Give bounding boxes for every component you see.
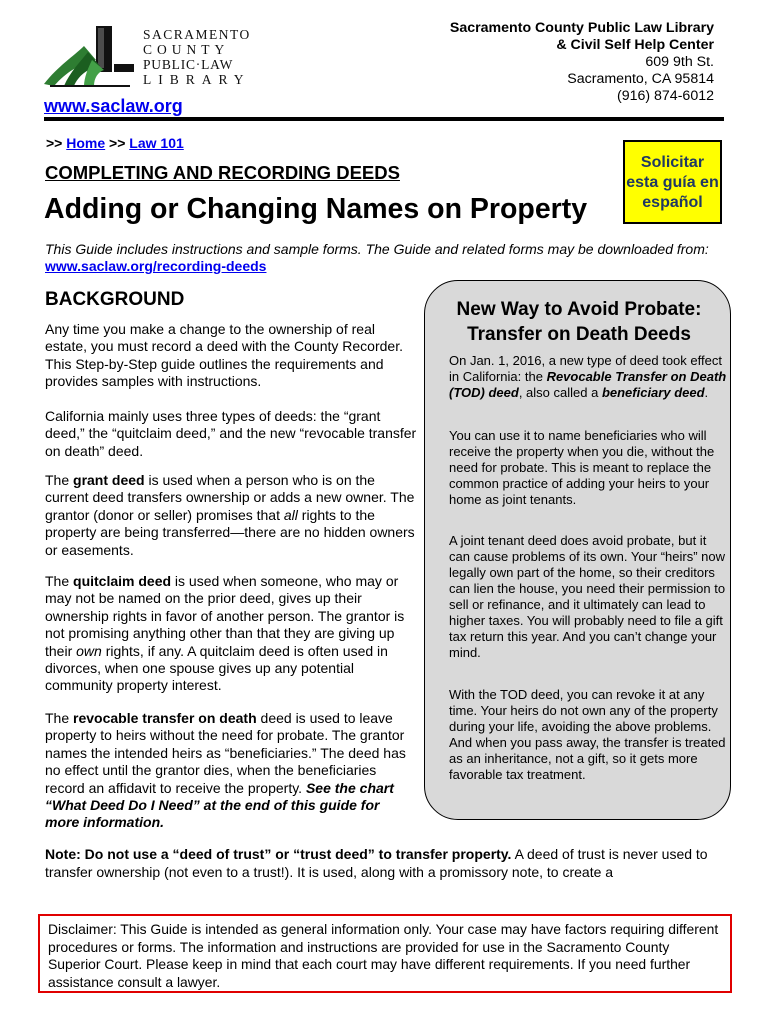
library-logo-icon xyxy=(44,26,134,88)
spanish-box-line: español xyxy=(642,194,703,211)
page-title: Adding or Changing Names on Property xyxy=(44,193,588,225)
site-link[interactable]: www.saclaw.org xyxy=(44,96,183,116)
logo-text-line-1: SACRAMENTO xyxy=(143,27,251,42)
logo-text-line-3: PUBLIC·LAW xyxy=(143,57,234,72)
logo-text-line-4: LIBRARY xyxy=(143,72,251,87)
logo-text-line-2: COUNTY xyxy=(143,42,230,57)
recording-deeds-link[interactable]: www.saclaw.org/recording-deeds xyxy=(45,258,267,274)
sidebar-paragraph-3: A joint tenant deed does avoid probate, but it can cause problems of its own. Your “heirs” now legally own part of the home, so their creditors can lien the house, you need their permission to sell or refinance, and it ultimately can lead to higher taxes. You will probably need to file a gift tax return this year. And you can’t change your mind. xyxy=(449,533,726,660)
sidebar-title-line: New Way to Avoid Probate: xyxy=(456,299,702,320)
section-title: COMPLETING AND RECORDING DEEDS xyxy=(45,162,400,183)
spanish-box-line: Solicitar xyxy=(640,154,705,171)
disclaimer-box: Disclaimer: This Guide is intended as general information only. Your case may have factors requiring different procedures or forms. The information and instructions are provided for use in the Sacramento County Superior Court. Please keep in mind that each court may have different requirements. If you need further assistance consult a lawyer. xyxy=(38,914,732,993)
grant-deed-paragraph: The grant deed is used when a person who is on the current deed transfers ownership or adds a new owner. The grantor (donor or seller) promises that all rights to the property are being transferred—there are no hidden owners or easements. xyxy=(45,472,415,558)
org-name: Sacramento County Public Law Library xyxy=(449,20,714,36)
city-address: Sacramento, CA 95814 xyxy=(567,71,714,87)
street-address: 609 9th St. xyxy=(645,54,714,70)
chart-reference: See the chart “What Deed Do I Need” at the end of this guide for more information. xyxy=(45,779,394,831)
tod-deed-paragraph: The revocable transfer on death deed is used to leave property to heirs without the need for probate. The grantor names the intended heirs as “beneficiaries.” The deed has no effect until the grantor dies, when the beneficiaries record an affidavit to receive the property. See the chart “What Deed Do I Need” at the end of this guide for more information. xyxy=(45,710,406,831)
breadcrumb-sep: >> xyxy=(46,135,67,151)
breadcrumb-law101-link[interactable]: Law 101 xyxy=(129,135,184,151)
intro-body: This Guide includes instructions and sample forms. The Guide and related forms may be downloaded from: xyxy=(45,241,709,257)
quitclaim-deed-term: quitclaim deed xyxy=(73,573,172,589)
quitclaim-deed-paragraph: The quitclaim deed is used when someone, who may or may not be named on the prior deed, gives up their ownership rights in favor of another person. The grantor is not promising anything other than that they are giving up their own rights, if any. A quitclaim deed is often used in divorces, when one spouse gives up any potential community property interest. xyxy=(45,573,405,694)
sidebar-paragraph-2: You can use it to name beneficiaries who will receive the property when you die, without the need for probate. This is meant to replace the common practice of adding your heirs to your home as joint tenants. xyxy=(449,428,715,507)
note-text: A deed of trust is never used to transfer ownership (not even to a trust!). It is used, along with a promissory note, to create a xyxy=(45,846,708,880)
header-divider xyxy=(44,117,724,121)
intro-text xyxy=(45,241,735,275)
breadcrumb xyxy=(46,135,184,151)
background-heading: BACKGROUND xyxy=(45,289,185,310)
org-subtitle: & Civil Self Help Center xyxy=(556,37,714,53)
breadcrumb-home-link[interactable]: Home xyxy=(66,135,106,151)
sidebar-paragraph-1: On Jan. 1, 2016, a new type of deed took effect in California: the Revocable Transfer on Death (TOD) deed, also called a beneficiary deed. xyxy=(449,353,727,400)
sidebar-title-line: Transfer on Death Deeds xyxy=(467,324,691,345)
spanish-box-line: esta guía en xyxy=(626,174,719,191)
background-paragraph-2: California mainly uses three types of deeds: the “grant deed,” the “quitclaim deed,” and the new “revocable transfer on death” deed. xyxy=(45,408,417,459)
sidebar-paragraph-4: With the TOD deed, you can revoke it at any time. Your heirs do not own any of the property during your life, avoiding the above problems. And when you pass away, the transfer is treated as an inheritance, not a gift, so it gets more favorable tax treatment. xyxy=(449,687,726,782)
breadcrumb-sep: >> xyxy=(105,135,130,151)
background-paragraph-1: Any time you make a change to the ownership of real estate, you must record a deed with the County Recorder. This Step-by-Step guide outlines the requirements and provides samples with instructions. xyxy=(45,321,403,390)
tod-deed-term: revocable transfer on death xyxy=(73,710,257,726)
spanish-guide-button[interactable] xyxy=(623,140,722,224)
note-bold: Note: Do not use a “deed of trust” or “trust deed” to transfer property. xyxy=(45,846,512,862)
probate-sidebar-title xyxy=(440,297,718,347)
address-block xyxy=(450,20,714,105)
phone-number: (916) 874-6012 xyxy=(616,88,714,104)
deed-of-trust-note xyxy=(45,846,725,881)
grant-deed-term: grant deed xyxy=(73,472,145,488)
